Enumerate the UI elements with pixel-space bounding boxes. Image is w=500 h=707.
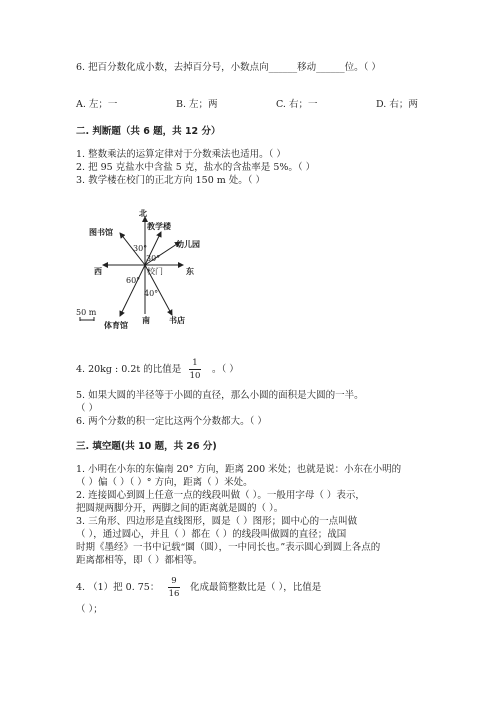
label-angle-30-b: 30° [146,254,161,263]
label-scale: 50 m [76,308,97,317]
fill-q1-line2: （ ）偏（ ）（ ）° 方向，距离（ ）米处。 [76,477,253,488]
fill-q4-frac-line [168,587,180,588]
fill-q4-prefix: 4. （1）把 0. 75： [76,582,160,593]
fill-q2-line2: 把圆规两脚分开，两脚之间的距离就是圆的（ ）。 [76,503,284,514]
label-school-gate: 校门 [147,267,163,276]
fill-q4-line2: （ ）； [76,604,103,615]
judge-q4-frac-den: 10 [189,371,201,381]
label-angle-40: 40° [144,289,159,298]
judge-q3: 3. 教学楼在校门的正北方向 150 m 处。（ ） [76,175,266,186]
fill-q4-frac-den: 16 [168,589,180,599]
judge-q5-line1: 5. 如果大圆的半径等于小圆的直径，那么小圆的面积是大圆的一半。 [76,390,364,401]
q6-stem: 6. 把百分数化成小数，去掉百分号，小数点向______移动______位。（ ） [76,62,381,73]
label-south: 南 [142,315,150,325]
label-gym: 体育馆 [104,320,128,330]
to-gym [120,265,145,316]
fill-q2-line1: 2. 连接圆心到圆上任意一点的线段叫做（ ）。一般用字母（ ）表示， [76,490,365,501]
fill-q3-line4: 距离都相等，即（ ）都相等。 [76,555,203,566]
label-teaching-building: 教学楼 [147,221,171,231]
judge-q5-line2: （ ） [76,403,99,414]
label-east: 东 [186,266,194,276]
option-a[interactable]: A. 左；一 [76,99,118,110]
label-angle-30-a: 30° [133,244,148,253]
section3-title: 三. 填空题(共 10 题，共 26 分) [76,441,217,452]
judge-q2: 2. 把 95 克盐水中含盐 5 克，盐水的含盐率是 5%。（ ） [76,162,316,173]
judge-q4-suffix: 。（ ） [212,364,239,375]
judge-q4-frac-line [189,369,201,370]
fill-q3-line2: （ ），通过圆心，并且（ ）都在（ ）的线段叫做圆的直径；战国 [76,529,347,540]
option-c[interactable]: C. 右；一 [276,99,318,110]
fill-q4-frac-num: 9 [171,576,177,586]
fill-q3-line3: 时期《墨经》一书中记载“圜（圆），一中同长也。”表示圆心到圆上各点的 [76,542,381,553]
judge-q6: 6. 两个分数的积一定比这两个分数都大。（ ） [76,416,267,427]
judge-q4-prefix: 4. 20kg : 0.2t 的比值是 [76,364,182,375]
label-library: 图书馆 [89,227,113,237]
label-kindergarten: 幼儿园 [176,239,200,249]
label-bookstore: 书店 [169,315,185,325]
fill-q3-line1: 3. 三角形、四边形是直线图形，圆是（ ）图形；圆中心的一点叫做 [76,516,358,527]
option-b[interactable]: B. 左；两 [176,99,218,110]
judge-q1: 1. 整数乘法的运算定律对于分数乘法也适用。（ ） [76,149,286,160]
label-west: 西 [94,266,102,276]
judge-q4-frac-num: 1 [192,358,198,368]
label-angle-60: 60° [126,276,141,285]
section2-title: 二. 判断题（共 6 题，共 12 分） [76,126,221,137]
option-d[interactable]: D. 右；两 [376,99,418,110]
fill-q1-line1: 1. 小明在小东的东偏南 20° 方向，距离 200 米处；也就是说：小东在小明的 [76,464,402,475]
label-north: 北 [139,208,147,218]
fill-q4-suffix: 化成最简整数比是（ ），比值是 [190,582,322,593]
